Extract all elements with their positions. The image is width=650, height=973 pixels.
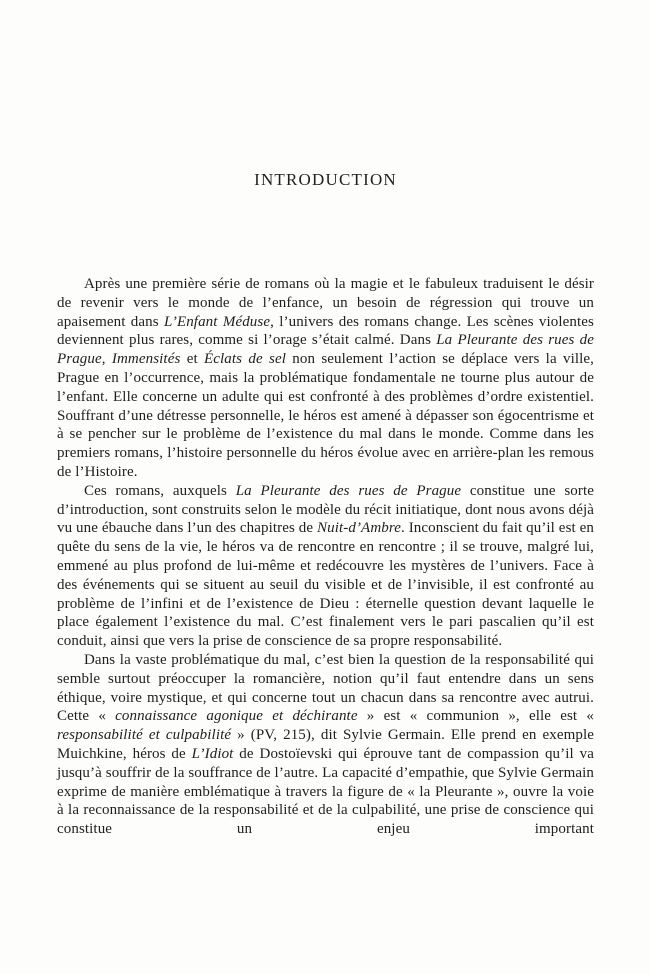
text-run: Dans la vaste problématique du mal, c’est bien la question de la responsabilité qui semble surtout préoccuper la romancière, notion qu’il faut entendre dans un sens éthique, voire mystique, et qui concerne tout un chacun dans sa rencontre avec autrui. Cette « <box>57 651 594 725</box>
paragraph-1 <box>57 275 594 482</box>
italic-text-run: Immensités <box>111 351 181 368</box>
text-run: de Dostoïevski qui éprouve tant de compassion qu’il va jusqu’à souffrir de la souffrance de l’autre. La capacité d’empathie, que Sylvie Germain exprime de manière emblématique à travers la figure de « la Pleurante », ouvre la voie à la reconnaissance de la responsabilité et de la culpabilité, une prise de conscience qui constitue un enjeu important <box>57 745 594 838</box>
italic-text-run: L’Enfant Méduse <box>163 313 271 330</box>
text-run: , <box>101 351 112 368</box>
text-run: » (PV, 215), dit Sylvie Germain. Elle prend en exemple Muichkine, héros de <box>57 727 594 762</box>
italic-text-run: L’Idiot <box>191 745 234 762</box>
text-run: constitue une sorte d’introduction, sont construits selon le modèle du récit initiatique, dont nous avons déjà vu une ébauche dans l’un des chapitres de <box>57 482 594 537</box>
italic-text-run: La Pleurante des rues de Prague <box>57 332 594 368</box>
body-text-block <box>57 275 594 839</box>
paragraph-2 <box>57 482 594 651</box>
italic-text-run: Éclats de sel <box>204 351 286 368</box>
paragraph-3 <box>57 651 594 839</box>
italic-text-run: La Pleurante des rues de Prague <box>235 482 462 499</box>
italic-text-run: Nuit-d’Ambre <box>317 520 401 537</box>
text-run: et <box>180 351 204 368</box>
text-run: , l’univers des romans change. Les scènes violentes deviennent plus rares, comme si l’orage s’était calmé. Dans <box>57 313 594 349</box>
text-run: Ces romans, auxquels <box>84 482 236 499</box>
italic-text-run: responsabilité et culpabilité <box>57 727 232 744</box>
text-run: » est « communion », elle est « <box>357 708 594 725</box>
italic-text-run: connaissance agonique et déchirante <box>115 708 358 725</box>
text-run: Après une première série de romans où la magie et le fabuleux traduisent le désir de revenir vers le monde de l’enfance, un besoin de régression qui trouve un apaisement dans <box>57 276 594 330</box>
text-run: non seulement l’action se déplace vers la ville, Prague en l’occurrence, mais la problématique fondamentale ne tourne plus autour de l’enfant. Elle concerne un adulte qui est confronté à des problèmes d’ordre existentiel. Souffrant d’une détresse personnelle, le héros est amené à dépasser son égocentrisme et à se pencher sur le problème de l’existence du mal dans le monde. Comme dans les premiers romans, l’histoire personnelle du héros évolue avec en arrière-plan les remous de l’Histoire. <box>57 351 594 480</box>
chapter-title: INTRODUCTION <box>254 170 397 189</box>
text-run: . Inconscient du fait qu’il est en quête du sens de la vie, le héros va de rencontre en rencontre ; il se trouve, malgré lui, emmené au plus profond de lui-même et redécouvre les mystères de l’univers. Face à des événements qui se situent au seuil du visible et de l’invisible, il est confronté au problème de l’infini et de l’existence de Dieu : éternelle question devant laquelle le place également l’existence du mal. C’est finalement vers le pari pascalien qu’il est conduit, ainsi que vers la prise de conscience de sa propre responsabilité. <box>57 520 594 650</box>
